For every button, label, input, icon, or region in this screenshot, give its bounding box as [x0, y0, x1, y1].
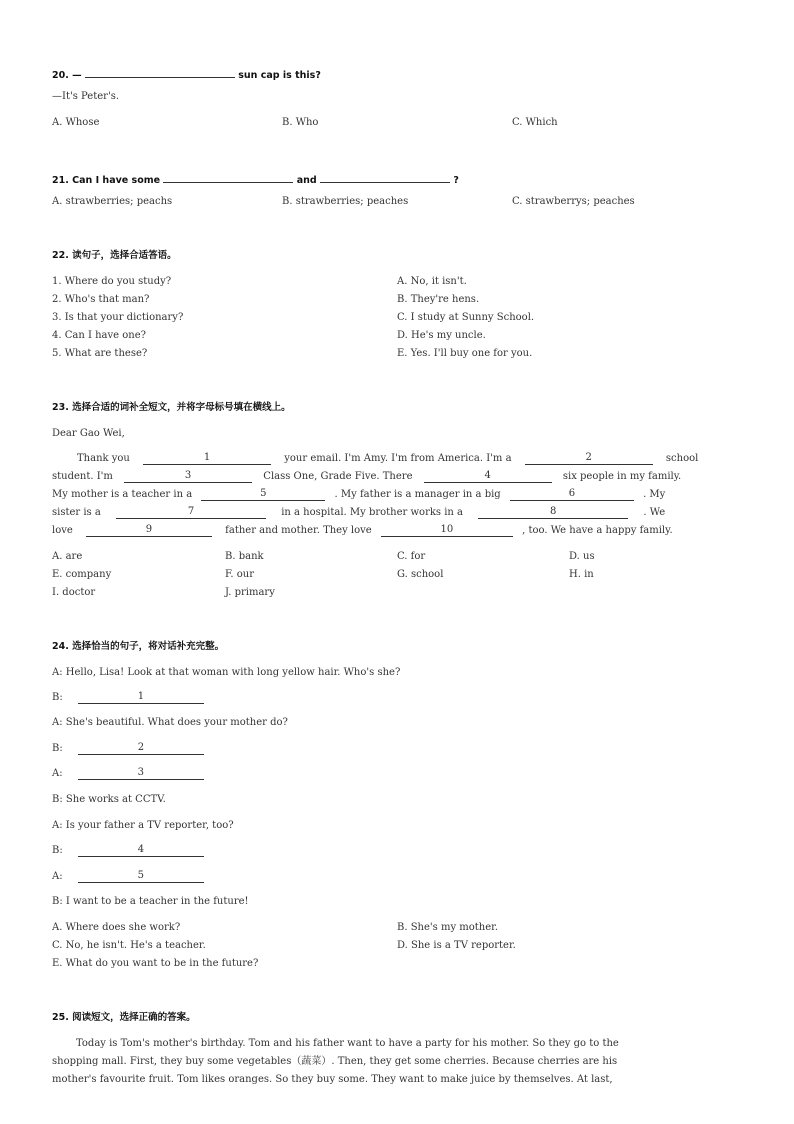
q23-line-3: My mother is a teacher in a 5 . My father is a manager in a big 6 . My — [52, 488, 666, 500]
q23-title: 23. 选择合适的词补全短文，并将字母标号填在横线上。 — [52, 402, 291, 413]
q23-line-1: Thank you 1 your email. I'm Amy. I'm from America. I'm a 2 school — [77, 452, 699, 464]
q22-answer-c[interactable]: C. I study at Sunny School. — [397, 312, 535, 323]
q25-passage-line-1: Today is Tom's mother's birthday. Tom and his father want to have a party for his mother. So they go to the — [76, 1038, 619, 1049]
q23-option-b[interactable]: B. bank — [225, 551, 264, 562]
q23-line-5: love 9 father and mother. They love 10 , too. We have a happy family. — [52, 524, 673, 536]
q24-line-1: A: Hello, Lisa! Look at that woman with long yellow hair. Who's she? — [52, 667, 401, 678]
q21-blank-2[interactable] — [320, 171, 450, 183]
q24-line-4: B: 2 — [52, 743, 204, 755]
q22-answer-a[interactable]: A. No, it isn't. — [397, 276, 467, 287]
q24-blank-5[interactable]: 5 — [78, 871, 204, 883]
q21-option-a[interactable]: A. strawberries; peachs — [52, 196, 173, 207]
q21-option-c[interactable]: C. strawberrys; peaches — [512, 196, 635, 207]
q23-option-a[interactable]: A. are — [52, 551, 83, 562]
q24-line-10: B: I want to be a teacher in the future! — [52, 896, 249, 907]
q24-blank-2[interactable]: 2 — [78, 743, 204, 755]
q24-line-3: A: She's beautiful. What does your mother do? — [52, 717, 288, 728]
q22-question-1: 1. Where do you study? — [52, 276, 172, 287]
q24-blank-1[interactable]: 1 — [78, 692, 204, 704]
q23-blank-3[interactable]: 3 — [124, 471, 252, 483]
q23-option-f[interactable]: F. our — [225, 569, 254, 580]
q23-option-h[interactable]: H. in — [569, 569, 594, 580]
q22-question-5: 5. What are these? — [52, 348, 148, 359]
q24-line-8: B: 4 — [52, 845, 204, 857]
q20-answer-line: —It's Peter's. — [52, 91, 120, 102]
q25-passage-line-3: mother's favourite fruit. Tom likes oranges. So they buy some. They want to make juice by themselves. At last, — [52, 1074, 613, 1085]
q20-stem: 20. — sun cap is this? — [52, 66, 321, 82]
q22-title: 22. 读句子，选择合适答语。 — [52, 250, 177, 261]
q23-blank-2[interactable]: 2 — [525, 453, 653, 465]
q23-blank-4[interactable]: 4 — [424, 471, 552, 483]
q24-blank-3[interactable]: 3 — [78, 768, 204, 780]
q23-option-j[interactable]: J. primary — [225, 587, 275, 598]
q22-question-2: 2. Who's that man? — [52, 294, 150, 305]
q23-blank-9[interactable]: 9 — [86, 525, 212, 537]
q23-blank-6[interactable]: 6 — [510, 489, 634, 501]
q23-option-g[interactable]: G. school — [397, 569, 444, 580]
q24-option-d[interactable]: D. She is a TV reporter. — [397, 940, 516, 951]
q24-title: 24. 选择恰当的句子，将对话补充完整。 — [52, 641, 225, 652]
q23-option-d[interactable]: D. us — [569, 551, 595, 562]
q24-option-a[interactable]: A. Where does she work? — [52, 922, 181, 933]
q23-blank-1[interactable]: 1 — [143, 453, 271, 465]
q24-line-9: A: 5 — [52, 871, 204, 883]
q23-blank-8[interactable]: 8 — [478, 507, 628, 519]
q23-option-c[interactable]: C. for — [397, 551, 426, 562]
q23-option-e[interactable]: E. company — [52, 569, 112, 580]
q22-question-3: 3. Is that your dictionary? — [52, 312, 184, 323]
q23-blank-7[interactable]: 7 — [116, 507, 266, 519]
q21-blank-1[interactable] — [163, 171, 293, 183]
q23-greeting: Dear Gao Wei, — [52, 428, 125, 439]
q20-option-a[interactable]: A. Whose — [52, 117, 100, 128]
q24-option-b[interactable]: B. She's my mother. — [397, 922, 499, 933]
q21-option-b[interactable]: B. strawberries; peaches — [282, 196, 409, 207]
q23-line-2: student. I'm 3 Class One, Grade Five. There 4 six people in my family. — [52, 470, 682, 482]
q23-blank-5[interactable]: 5 — [201, 489, 325, 501]
q24-line-5: A: 3 — [52, 768, 204, 780]
q20-blank[interactable] — [85, 66, 235, 78]
q24-option-e[interactable]: E. What do you want to be in the future? — [52, 958, 259, 969]
q20-option-c[interactable]: C. Which — [512, 117, 558, 128]
q25-passage-line-2: shopping mall. First, they buy some vegetables（蔬菜）. Then, they get some cherries. Because cherries are his — [52, 1056, 618, 1067]
q22-answer-e[interactable]: E. Yes. I'll buy one for you. — [397, 348, 533, 359]
q22-question-4: 4. Can I have one? — [52, 330, 146, 341]
q24-option-c[interactable]: C. No, he isn't. He's a teacher. — [52, 940, 206, 951]
q22-questions — [52, 276, 183, 366]
q21-stem: 21. Can I have some and ? — [52, 171, 459, 187]
q23-line-4: sister is a 7 in a hospital. My brother works in a 8 . We — [52, 506, 666, 518]
q24-blank-4[interactable]: 4 — [78, 845, 204, 857]
q22-answers — [397, 276, 534, 366]
q25-title: 25. 阅读短文，选择正确的答案。 — [52, 1012, 196, 1023]
q24-line-2: B: 1 — [52, 692, 204, 704]
q24-line-6: B: She works at CCTV. — [52, 794, 166, 805]
q22-answer-d[interactable]: D. He's my uncle. — [397, 330, 486, 341]
q22-answer-b[interactable]: B. They're hens. — [397, 294, 480, 305]
q24-line-7: A: Is your father a TV reporter, too? — [52, 820, 234, 831]
q20-option-b[interactable]: B. Who — [282, 117, 319, 128]
q23-blank-10[interactable]: 10 — [381, 525, 513, 537]
q23-option-i[interactable]: I. doctor — [52, 587, 96, 598]
